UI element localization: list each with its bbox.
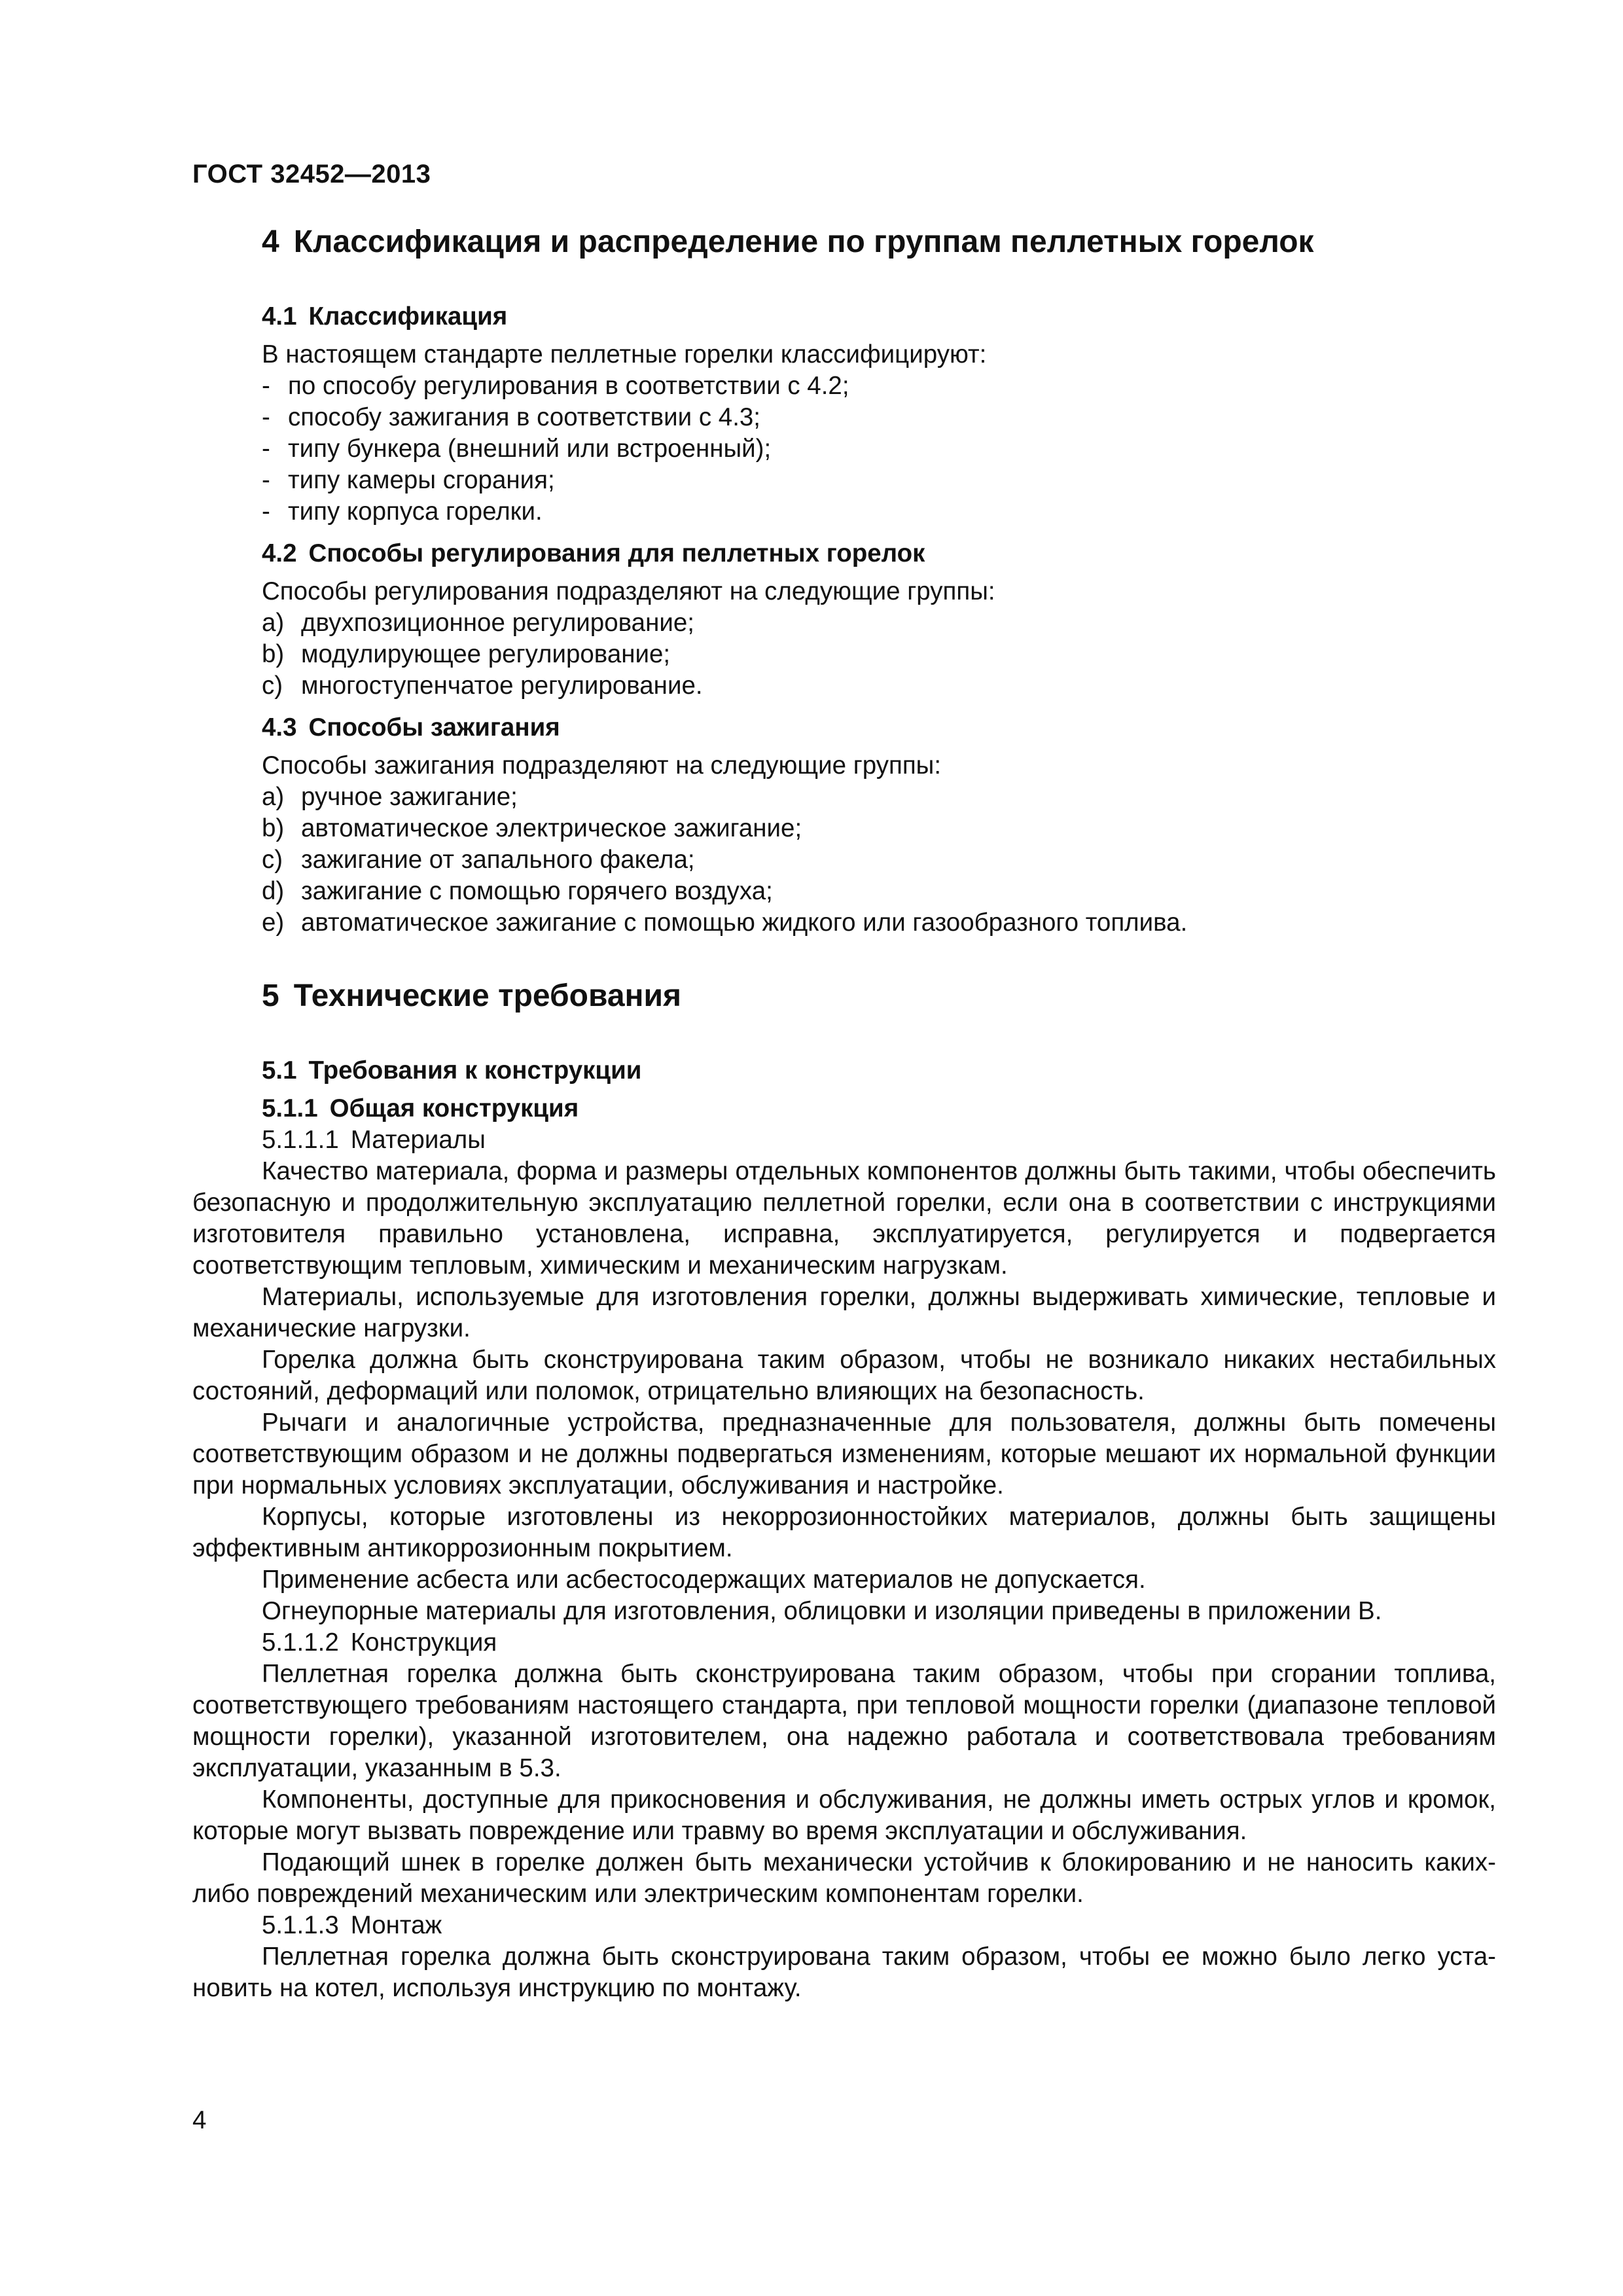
page-content — [192, 223, 1496, 2004]
list-item: a) ручное зажигание; — [262, 783, 518, 811]
paragraph: Пеллетная горелка должна быть сконструирована таким образом, чтобы при сгорании топлива, соответствующего требованиям настоящего стандарта, при тепловой мощности горелки (диапазоне тепловой мощности горелки), указанной изготовителем, она надежно работала и соответствовала требованиям эксплуатации, указанным в 5.3. — [192, 1660, 1496, 1782]
paragraph: Огнеупорные материалы для изготовления, облицовки и изоляции приведены в приложении В. — [262, 1597, 1382, 1625]
list-item: d) зажигание с помощью горячего воздуха; — [262, 877, 773, 905]
list-item: e) автоматическое зажигание с помощью жидкого или газообразного топлива. — [262, 908, 1188, 937]
list-item: - типу корпуса горелки. — [262, 497, 543, 526]
subsection-4-2-intro: Способы регулирования подразделяют на следующие группы: — [262, 577, 995, 605]
document-code: ГОСТ 32452—2013 — [192, 160, 431, 188]
list-item: - по способу регулирования в соответствии с 4.2; — [262, 372, 849, 400]
list-item: - типу камеры сгорания; — [262, 466, 555, 494]
subsection-4-2-heading: 4.2 Способы регулирования для пеллетных горелок — [262, 539, 925, 567]
clause-5-1-1-1-heading: 5.1.1.1 Материалы — [262, 1126, 486, 1154]
list-item: - типу бункера (внешний или встроенный); — [262, 435, 772, 463]
subsection-4-1-intro: В настоящем стандарте пеллетные горелки классифицируют: — [262, 340, 987, 368]
page-number: 4 — [192, 2106, 207, 2134]
subsection-5-1-1-heading: 5.1.1 Общая конструкция — [262, 1094, 579, 1122]
paragraph: Рычаги и аналогичные устройства, предназначенные для пользователя, должны быть помечены соответствующим образом и не должны подвергаться изменениям, которые мешают их нормальной функции при нормальных условиях эксплуатации, обслуживания и настройке. — [192, 1408, 1496, 1499]
subsection-5-1-heading: 5.1 Требования к конструкции — [262, 1056, 642, 1085]
clause-5-1-1-2-heading: 5.1.1.2 Конструкция — [262, 1628, 497, 1657]
clause-5-1-1-3-heading: 5.1.1.3 Монтаж — [262, 1911, 442, 1939]
paragraph: Материалы, используемые для изготовления горелки, должны выдерживать химические, тепловые и механические нагрузки. — [192, 1283, 1496, 1342]
subsection-4-3-heading: 4.3 Способы зажигания — [262, 713, 560, 742]
list-item: b) автоматическое электрическое зажигание; — [262, 814, 802, 842]
paragraph: Горелка должна быть сконструирована таким образом, чтобы не возникало никаких нестабильных состояний, деформаций или поломок, отрицательно влияющих на безопасность. — [192, 1346, 1496, 1405]
subsection-4-1-heading: 4.1 Классификация — [262, 302, 508, 331]
list-item: a) двухпозиционное регулирование; — [262, 609, 694, 637]
subsection-4-3-intro: Способы зажигания подразделяют на следующие группы: — [262, 751, 942, 780]
list-item: - способу зажигания в соответствии с 4.3; — [262, 403, 761, 431]
section-5-heading: 5 Технические требования — [262, 978, 682, 1013]
list-item: c) зажигание от запального факела; — [262, 846, 695, 874]
list-item: c) многоступенчатое регулирование. — [262, 672, 703, 700]
paragraph: Компоненты, доступные для прикосновения и обслуживания, не должны иметь острых углов и кромок, которые могут вызвать повреждение или травму во время эксплуатации и обслуживания. — [192, 1785, 1496, 1845]
paragraph: Корпусы, которые изготовлены из некоррозионностойких материалов, должны быть защищены эффективным антикоррозионным покрытием. — [192, 1503, 1496, 1562]
section-4-heading: 4 Классификация и распределение по группам пеллетных горелок — [262, 224, 1314, 259]
list-item: b) модулирующее регулирование; — [262, 640, 671, 668]
paragraph: Пеллетная горелка должна быть сконструирована таким образом, чтобы ее можно было легко установить на котел, используя инструкцию по монтажу. — [192, 1943, 1496, 2002]
paragraph: Качество материала, форма и размеры отдельных компонентов должны быть такими, чтобы обеспечить безопасную и продолжительную эксплуатацию пеллетной горелки, если она в соответствии с инструкциями изготовителя правильно установлена, исправна, эксплуатируется, регулируется и подвергается соответствующим тепловым, химическим и механическим нагрузкам. — [192, 1157, 1496, 1280]
paragraph: Применение асбеста или асбестосодержащих материалов не допускается. — [262, 1566, 1146, 1594]
paragraph: Подающий шнек в горелке должен быть механически устойчив к блокированию и не наносить каких-либо повреждений механическим или электрическим компонентам горелки. — [192, 1848, 1496, 1908]
